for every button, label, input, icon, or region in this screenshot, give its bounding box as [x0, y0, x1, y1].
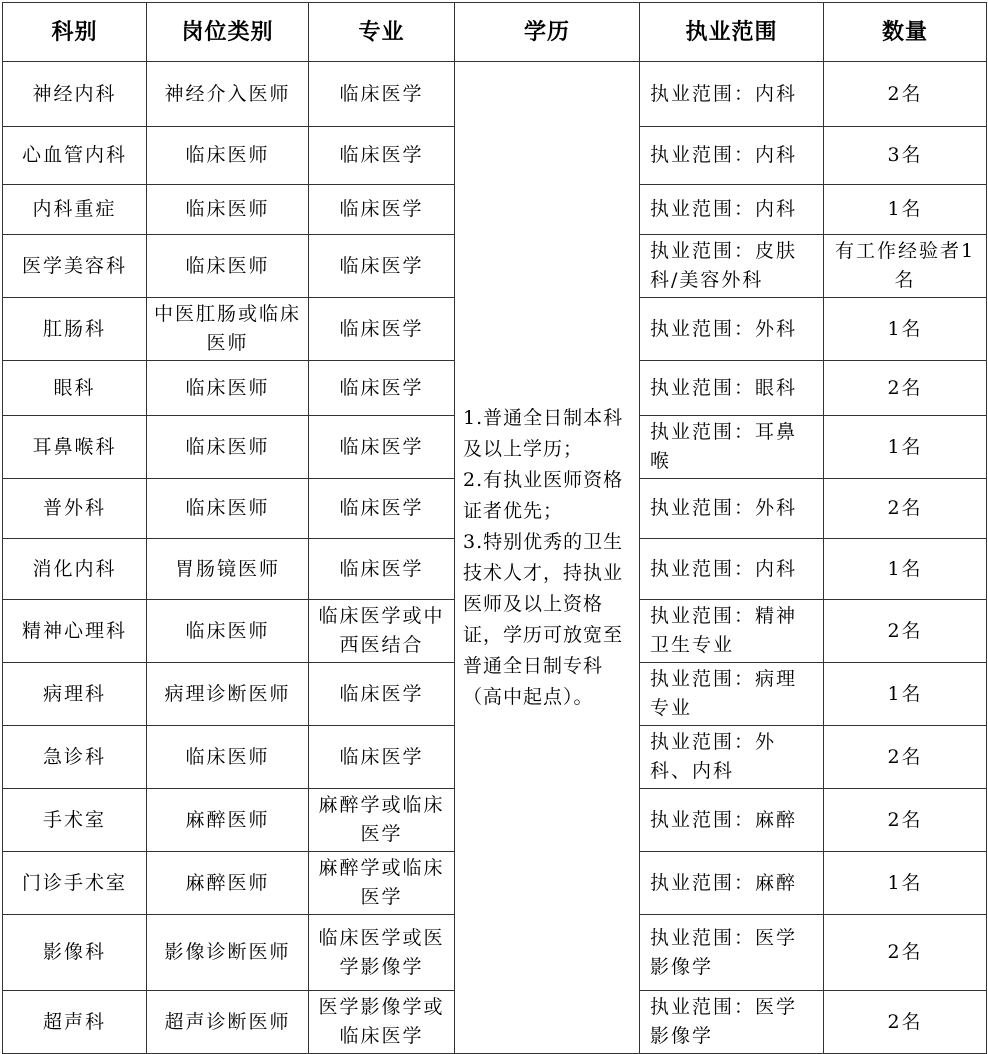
cell-count: 2名 [824, 726, 987, 789]
cell-position: 临床医师 [147, 479, 309, 539]
cell-dept: 病理科 [3, 663, 147, 726]
header-row [3, 3, 987, 62]
cell-education [455, 62, 640, 1054]
cell-count: 1名 [824, 185, 987, 235]
cell-position: 病理诊断医师 [147, 663, 309, 726]
cell-dept: 门诊手术室 [3, 852, 147, 915]
cell-scope: 执业范围：外科 [640, 479, 824, 539]
cell-scope: 执业范围：内科 [640, 127, 824, 185]
cell-major: 临床医学 [309, 361, 455, 416]
cell-position: 胃肠镜医师 [147, 539, 309, 600]
cell-position: 麻醉医师 [147, 852, 309, 915]
cell-major: 临床医学 [309, 539, 455, 600]
cell-count: 2名 [824, 915, 987, 991]
cell-position: 麻醉医师 [147, 789, 309, 852]
table-row [3, 62, 987, 127]
cell-scope: 执业范围：医学影像学 [640, 915, 824, 991]
cell-count: 1名 [824, 539, 987, 600]
cell-scope: 执业范围：麻醉 [640, 789, 824, 852]
cell-scope: 执业范围：皮肤科/美容外科 [640, 235, 824, 298]
education-line: 1.普通全日制本科及以上学历； [463, 406, 624, 460]
header-position: 岗位类别 [147, 3, 309, 62]
header-scope: 执业范围 [640, 3, 824, 62]
education-line: 3.特别优秀的卫生技术人才，持执业医师及以上资格证，学历可放宽至普通全日制专科（高中起点）。 [463, 530, 624, 708]
cell-count: 1名 [824, 416, 987, 479]
cell-scope: 执业范围：医学影像学 [640, 991, 824, 1054]
cell-dept: 耳鼻喉科 [3, 416, 147, 479]
cell-dept: 心血管内科 [3, 127, 147, 185]
cell-count: 2名 [824, 991, 987, 1054]
cell-major: 临床医学 [309, 726, 455, 789]
cell-count: 2名 [824, 62, 987, 127]
cell-dept: 神经内科 [3, 62, 147, 127]
cell-position: 超声诊断医师 [147, 991, 309, 1054]
cell-major: 临床医学 [309, 298, 455, 361]
cell-count: 1名 [824, 663, 987, 726]
cell-dept: 精神心理科 [3, 600, 147, 663]
cell-position: 临床医师 [147, 185, 309, 235]
cell-major: 临床医学 [309, 479, 455, 539]
cell-count: 1名 [824, 852, 987, 915]
cell-count: 2名 [824, 479, 987, 539]
header-major: 专业 [309, 3, 455, 62]
cell-position: 中医肛肠或临床医师 [147, 298, 309, 361]
cell-major: 麻醉学或临床医学 [309, 852, 455, 915]
cell-major: 临床医学 [309, 127, 455, 185]
cell-count: 2名 [824, 361, 987, 416]
cell-position: 临床医师 [147, 235, 309, 298]
cell-position: 临床医师 [147, 416, 309, 479]
cell-scope: 执业范围：内科 [640, 539, 824, 600]
cell-scope: 执业范围：眼科 [640, 361, 824, 416]
header-education: 学历 [455, 3, 640, 62]
education-line: 2.有执业医师资格证者优先； [463, 468, 624, 522]
cell-position: 临床医师 [147, 361, 309, 416]
cell-major: 麻醉学或临床医学 [309, 789, 455, 852]
cell-count: 有工作经验者1名 [824, 235, 987, 298]
recruitment-table [2, 2, 987, 1054]
cell-major: 临床医学 [309, 416, 455, 479]
cell-major: 临床医学 [309, 185, 455, 235]
cell-position: 临床医师 [147, 127, 309, 185]
cell-position: 临床医师 [147, 600, 309, 663]
cell-major: 临床医学或中西医结合 [309, 600, 455, 663]
cell-major: 临床医学 [309, 235, 455, 298]
cell-dept: 影像科 [3, 915, 147, 991]
cell-dept: 内科重症 [3, 185, 147, 235]
cell-major: 医学影像学或临床医学 [309, 991, 455, 1054]
cell-scope: 执业范围：内科 [640, 62, 824, 127]
cell-scope: 执业范围：外科、内科 [640, 726, 824, 789]
cell-scope: 执业范围：内科 [640, 185, 824, 235]
cell-scope: 执业范围：外科 [640, 298, 824, 361]
header-dept: 科别 [3, 3, 147, 62]
cell-scope: 执业范围：耳鼻喉 [640, 416, 824, 479]
header-count: 数量 [824, 3, 987, 62]
cell-major: 临床医学或医学影像学 [309, 915, 455, 991]
cell-scope: 执业范围：病理专业 [640, 663, 824, 726]
cell-position: 临床医师 [147, 726, 309, 789]
cell-major: 临床医学 [309, 62, 455, 127]
cell-count: 1名 [824, 298, 987, 361]
cell-dept: 医学美容科 [3, 235, 147, 298]
cell-count: 3名 [824, 127, 987, 185]
cell-dept: 手术室 [3, 789, 147, 852]
cell-position: 影像诊断医师 [147, 915, 309, 991]
cell-dept: 消化内科 [3, 539, 147, 600]
cell-dept: 普外科 [3, 479, 147, 539]
cell-count: 2名 [824, 789, 987, 852]
cell-dept: 超声科 [3, 991, 147, 1054]
cell-scope: 执业范围：精神卫生专业 [640, 600, 824, 663]
cell-position: 神经介入医师 [147, 62, 309, 127]
cell-dept: 急诊科 [3, 726, 147, 789]
cell-scope: 执业范围：麻醉 [640, 852, 824, 915]
cell-count: 2名 [824, 600, 987, 663]
cell-major: 临床医学 [309, 663, 455, 726]
cell-dept: 肛肠科 [3, 298, 147, 361]
cell-dept: 眼科 [3, 361, 147, 416]
